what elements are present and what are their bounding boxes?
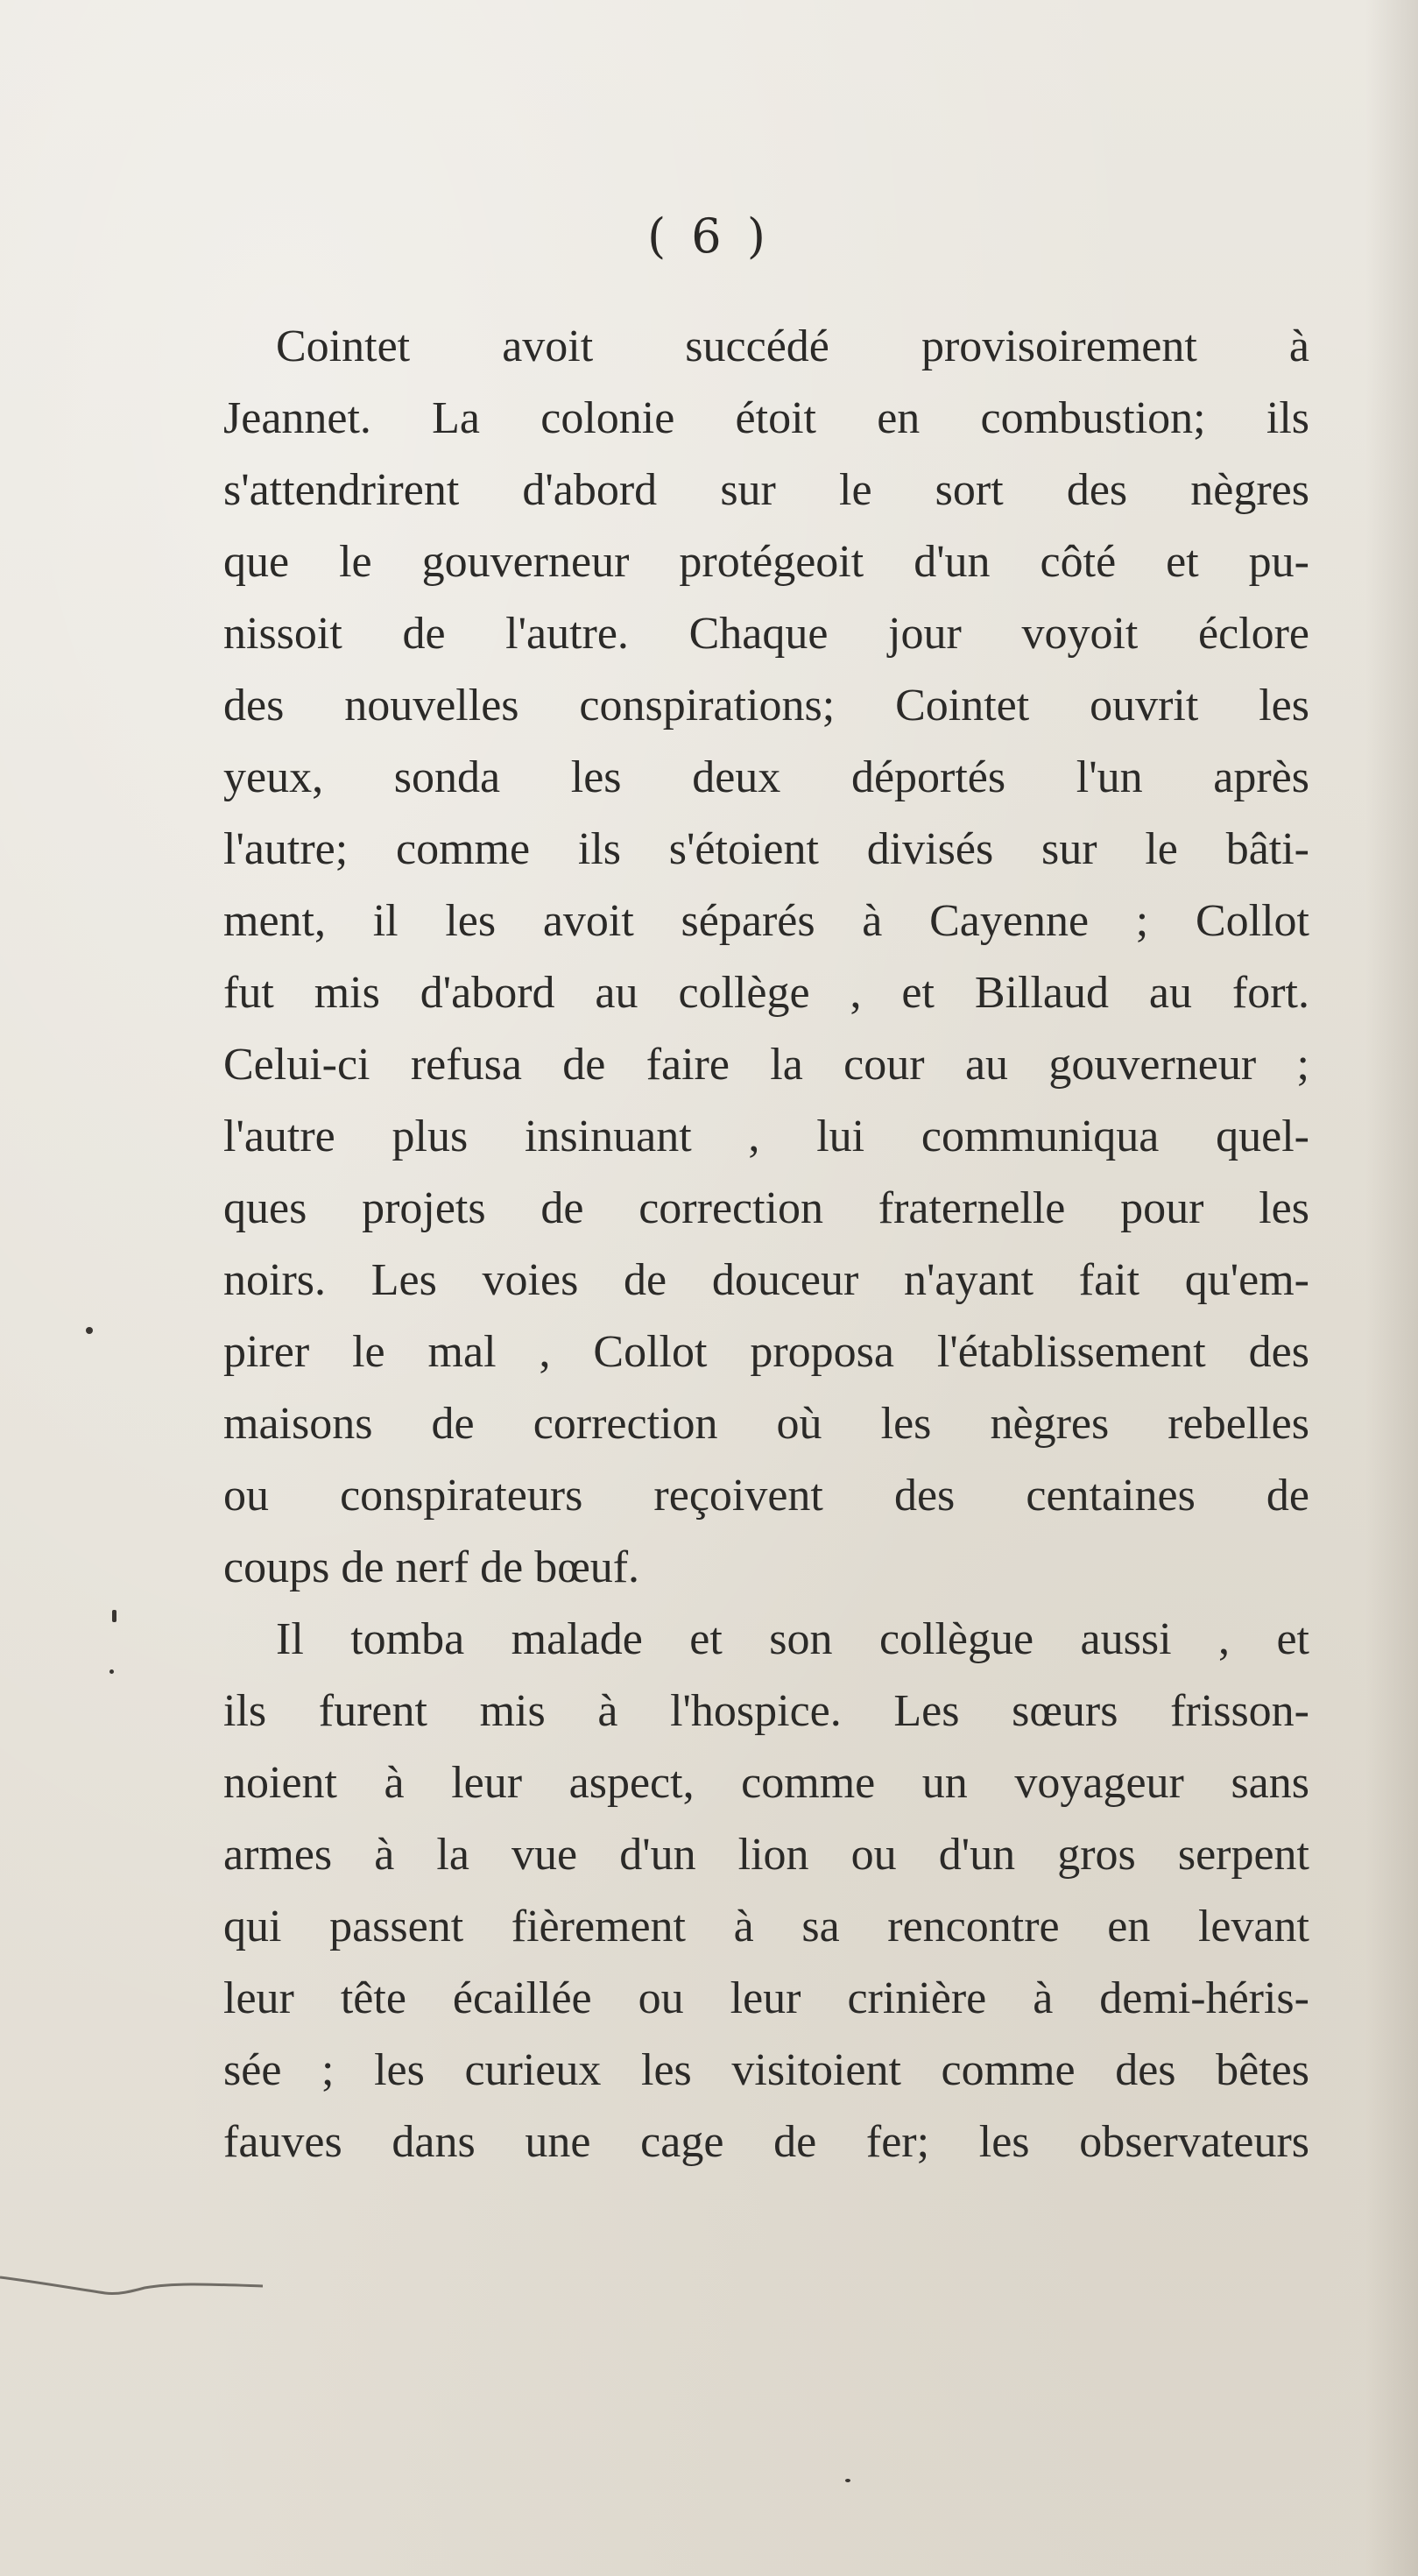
ink-speck xyxy=(112,1610,116,1622)
text-line: coups de nerf de bœuf. xyxy=(223,1542,640,1592)
text-line: Il tomba malade et son collègue aussi , et xyxy=(276,1614,1309,1664)
ink-speck xyxy=(86,1327,93,1334)
text-line: l'autre plus insinuant , lui communiqua quel- xyxy=(223,1112,1309,1161)
text-line: s'attendrirent d'abord sur le sort des nègres xyxy=(223,465,1309,515)
text-line: noirs. Les voies de douceur n'ayant fait qu'em- xyxy=(223,1255,1309,1305)
pencil-scratch-mark xyxy=(0,2242,280,2312)
page-edge-shadow xyxy=(1365,0,1418,2576)
text-line: fauves dans une cage de fer; les observateurs xyxy=(223,2117,1309,2167)
ink-speck xyxy=(845,2479,850,2482)
text-line: Celui-ci refusa de faire la cour au gouverneur ; xyxy=(223,1040,1309,1090)
text-line: Cointet avoit succédé provisoirement à xyxy=(276,321,1309,371)
ink-speck xyxy=(109,1669,114,1674)
text-line: que le gouverneur protégeoit d'un côté et pu- xyxy=(223,537,1309,587)
text-line: armes à la vue d'un lion ou d'un gros serpent xyxy=(223,1830,1309,1880)
page-number: ( 6 ) xyxy=(647,208,771,264)
text-line: yeux, sonda les deux déportés l'un après xyxy=(223,752,1309,802)
text-line: nissoit de l'autre. Chaque jour voyoit éclore xyxy=(223,609,1309,659)
text-line: Jeannet. La colonie étoit en combustion; ils xyxy=(223,393,1309,443)
text-line: leur tête écaillée ou leur crinière à demi-héris- xyxy=(223,1973,1309,2023)
text-line: pirer le mal , Collot proposa l'établissement des xyxy=(223,1327,1309,1377)
text-line: ils furent mis à l'hospice. Les sœurs frisson- xyxy=(223,1686,1309,1736)
text-line: sée ; les curieux les visitoient comme des bêtes xyxy=(223,2045,1309,2095)
text-line: des nouvelles conspirations; Cointet ouvrit les xyxy=(223,681,1309,730)
text-line: fut mis d'abord au collège , et Billaud au fort. xyxy=(223,968,1309,1018)
text-line: ment, il les avoit séparés à Cayenne ; Collot xyxy=(223,896,1309,946)
text-line: ques projets de correction fraternelle pour les xyxy=(223,1183,1309,1233)
text-line: ou conspirateurs reçoivent des centaines de xyxy=(223,1471,1309,1521)
text-line: noient à leur aspect, comme un voyageur sans xyxy=(223,1758,1309,1808)
text-line: maisons de correction où les nègres rebelles xyxy=(223,1399,1309,1449)
text-line: l'autre; comme ils s'étoient divisés sur le bâti- xyxy=(223,824,1309,874)
body-text xyxy=(223,311,1309,2178)
text-line: qui passent fièrement à sa rencontre en levant xyxy=(223,1902,1309,1951)
